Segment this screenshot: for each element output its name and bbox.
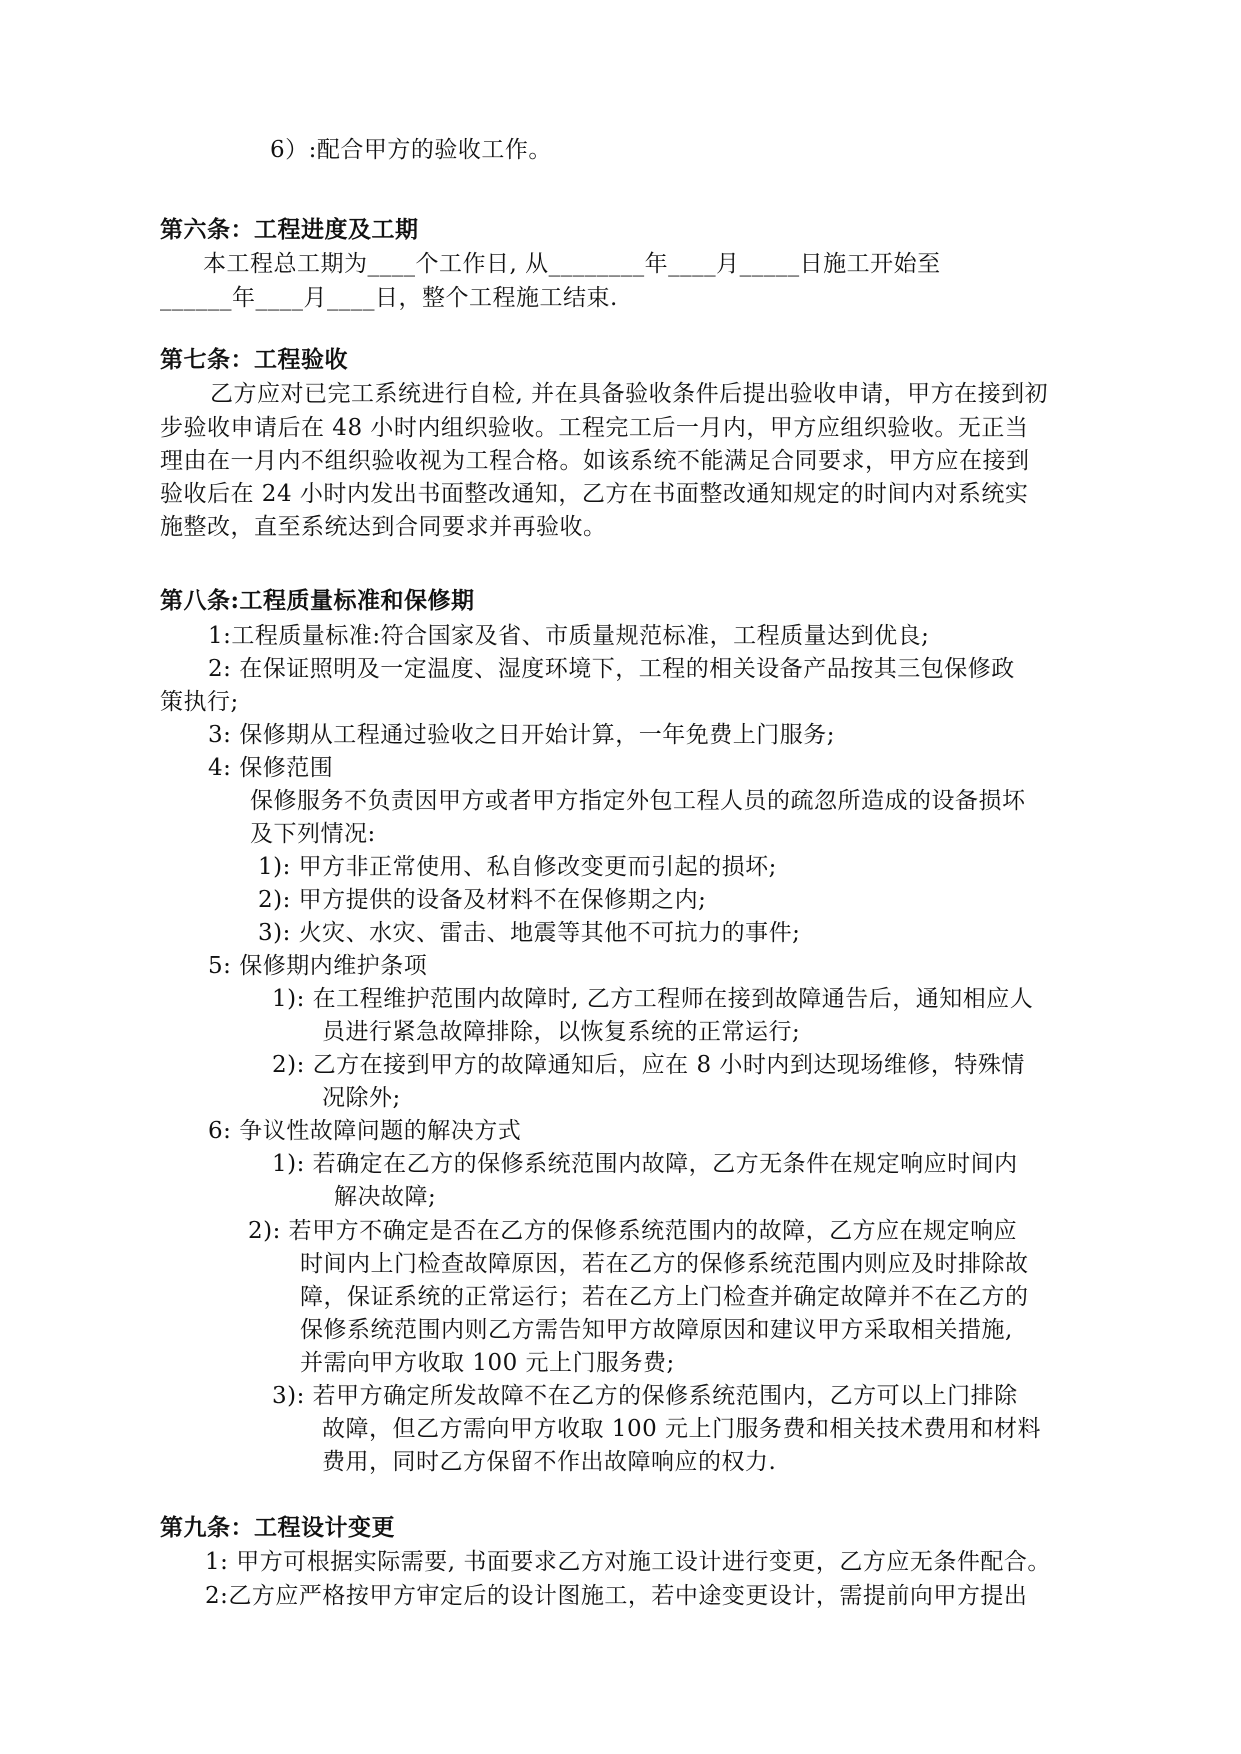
text-line: 障，保证系统的正常运行；若在乙方上门检查并确定故障并不在乙方的	[300, 1284, 1029, 1310]
text-line: 及下列情况:	[250, 821, 376, 847]
text-line: 6）:配合甲方的验收工作。	[270, 137, 552, 163]
text-line: 1): 在工程维护范围内故障时, 乙方工程师在接到故障通告后，通知相应人	[272, 986, 1034, 1012]
text-line: 1): 若确定在乙方的保修系统范围内故障，乙方无条件在规定响应时间内	[272, 1151, 1018, 1177]
text-line: 2: 在保证照明及一定温度、湿度环境下，工程的相关设备产品按其三包保修政	[208, 656, 1015, 682]
text-line: 施整改，直至系统达到合同要求并再验收。	[160, 514, 607, 540]
text-line: 保修服务不负责因甲方或者甲方指定外包工程人员的疏忽所造成的设备损坏	[250, 788, 1026, 814]
text-line: 故障，但乙方需向甲方收取 100 元上门服务费和相关技术费用和材料	[322, 1416, 1042, 1442]
section-heading: 第六条：工程进度及工期	[160, 216, 419, 243]
text-line: 理由在一月内不组织验收视为工程合格。如该系统不能满足合同要求，甲方应在接到	[160, 448, 1030, 474]
text-line: 并需向甲方收取 100 元上门服务费;	[300, 1350, 675, 1376]
text-line: 时间内上门检查故障原因，若在乙方的保修系统范围内则应及时排除故	[300, 1251, 1029, 1277]
text-line: 策执行;	[160, 689, 239, 715]
text-line: 3): 火灾、水灾、雷击、地震等其他不可抗力的事件;	[258, 920, 801, 946]
text-line: 本工程总工期为____个工作日, 从________年____月_____日施工开始至	[203, 251, 941, 277]
text-line: 况除外;	[322, 1085, 401, 1111]
text-line: 1:工程质量标准:符合国家及省、市质量规范标准，工程质量达到优良;	[208, 623, 930, 649]
text-line: 2:乙方应严格按甲方审定后的设计图施工，若中途变更设计，需提前向甲方提出	[205, 1583, 1028, 1609]
text-line: 5: 保修期内维护条项	[208, 953, 428, 979]
text-line: 费用，同时乙方保留不作出故障响应的权力.	[322, 1449, 777, 1475]
text-line: 保修系统范围内则乙方需告知甲方故障原因和建议甲方采取相关措施,	[300, 1317, 1013, 1343]
text-line: 1): 甲方非正常使用、私自修改变更而引起的损坏;	[258, 854, 777, 880]
text-line: 2): 乙方在接到甲方的故障通知后，应在 8 小时内到达现场维修，特殊情	[272, 1052, 1025, 1078]
text-line: 3: 保修期从工程通过验收之日开始计算，一年免费上门服务;	[208, 722, 835, 748]
text-line: 员进行紧急故障排除，以恢复系统的正常运行;	[322, 1019, 801, 1045]
text-line: 4: 保修范围	[208, 755, 334, 781]
text-line: 乙方应对已完工系统进行自检, 并在具备验收条件后提出验收申请，甲方在接到初	[210, 381, 1049, 407]
text-line: 解决故障;	[334, 1184, 437, 1210]
text-line: 3): 若甲方确定所发故障不在乙方的保修系统范围内，乙方可以上门排除	[272, 1383, 1018, 1409]
text-line: 6: 争议性故障问题的解决方式	[208, 1118, 522, 1144]
section-heading: 第八条:工程质量标准和保修期	[160, 587, 475, 614]
text-line: 步验收申请后在 48 小时内组织验收。工程完工后一月内，甲方应组织验收。无正当	[160, 415, 1029, 441]
text-line: 2): 甲方提供的设备及材料不在保修期之内;	[258, 887, 707, 913]
section-heading: 第九条：工程设计变更	[160, 1514, 395, 1541]
text-line: 1: 甲方可根据实际需要, 书面要求乙方对施工设计进行变更，乙方应无条件配合。	[205, 1549, 1051, 1575]
text-line: 验收后在 24 小时内发出书面整改通知，乙方在书面整改通知规定的时间内对系统实	[160, 481, 1029, 507]
section-heading: 第七条：工程验收	[160, 346, 348, 373]
text-line: 2): 若甲方不确定是否在乙方的保修系统范围内的故障，乙方应在规定响应	[248, 1218, 1018, 1244]
text-line: ______年____月____日，整个工程施工结束.	[160, 285, 618, 311]
